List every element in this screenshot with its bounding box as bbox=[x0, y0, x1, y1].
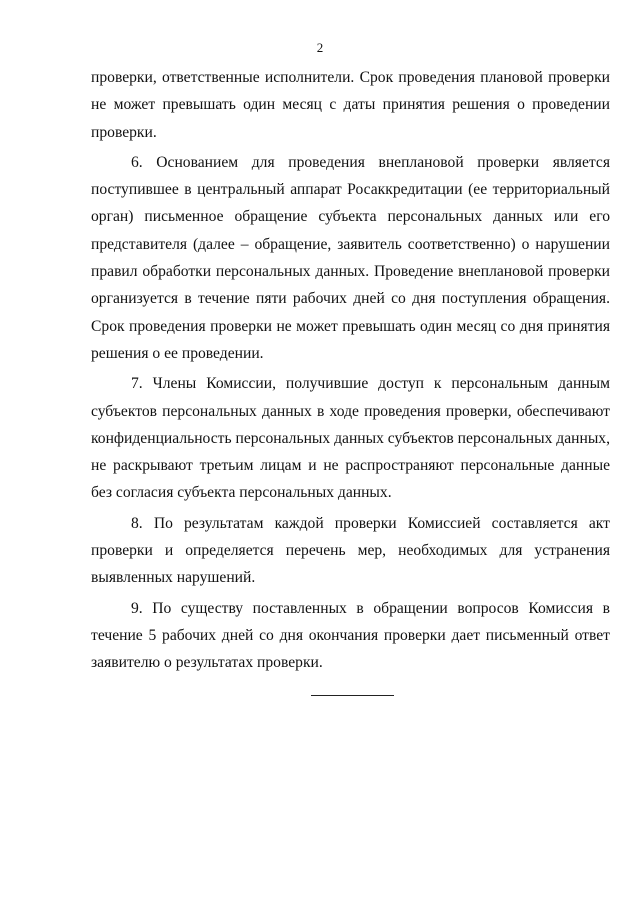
paragraph-7: 7. Члены Комиссии, получившие доступ к персональным данным субъектов персональных данных в ходе проведения проверки, обеспечивают конфиденциальность персональных данных субъектов персональных данных, не раскрывают третьим лицам и не распространяют персональные данные без согласия субъекта персональных данных. bbox=[91, 375, 610, 502]
paragraph-continuation: проверки, ответственные исполнители. Срок проведения плановой проверки не может превышать один месяц с даты принятия решения о проведении проверки. bbox=[91, 69, 610, 141]
paragraph-9: 9. По существу поставленных в обращении вопросов Комиссия в течение 5 рабочих дней со дня окончания проверки дает письменный ответ заявителю о результатах проверки. bbox=[91, 599, 610, 672]
page-number: 2 bbox=[316, 40, 324, 55]
paragraph-6: 6. Основанием для проведения внеплановой проверки является поступившее в центральный аппарат Росаккредитации (ее территориальный орган) письменное обращение субъекта персональных данных или его представителя (далее – обращение, заявитель соответственно) о нарушении правил обработки персональных данных. Проведение внеплановой проверки организуется в течение пяти рабочих дней со дня поступления обращения. Срок проведения проверки не может превышать один месяц со дня принятия решения о ее проведении. bbox=[91, 153, 610, 362]
paragraph-8: 8. По результатам каждой проверки Комиссией составляется акт проверки и определяется перечень мер, необходимых для устранения выявленных нарушений. bbox=[91, 514, 610, 587]
end-of-document-rule bbox=[311, 695, 394, 696]
document-body bbox=[91, 64, 610, 680]
